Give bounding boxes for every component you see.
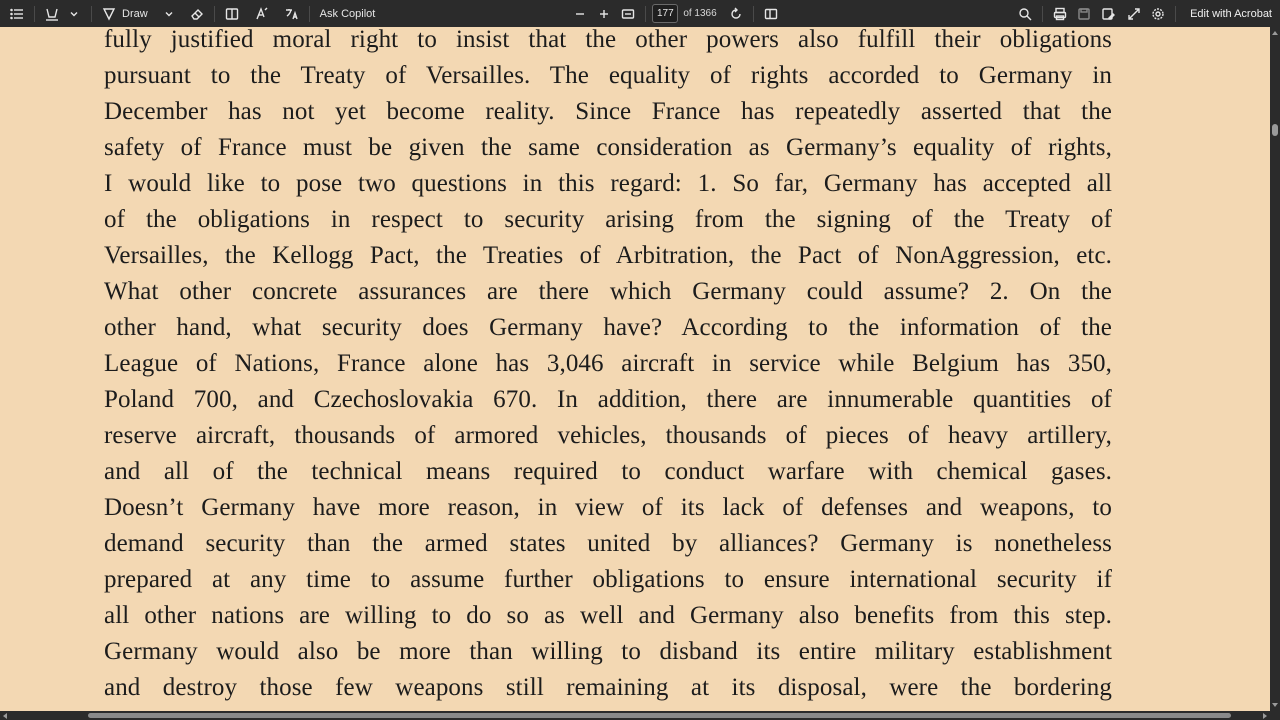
toolbar-divider bbox=[645, 6, 646, 22]
text-line: December has not yet become reality. Since France has repeatedly asserted that the bbox=[104, 98, 1112, 125]
rotate-icon[interactable] bbox=[725, 3, 747, 25]
text-line: and all of the technical means required to conduct warfare with chemical gases. bbox=[104, 458, 1112, 485]
text-line: Doesn’t Germany have more reason, in view of its lack of defenses and weapons, to bbox=[104, 494, 1112, 521]
page-number-input[interactable]: 177 bbox=[652, 4, 678, 23]
text-line: other hand, what security does Germany have? According to the information of the bbox=[104, 314, 1112, 341]
text-line: Versailles, the Kellogg Pact, the Treaties of Arbitration, the Pact of NonAggression, etc. bbox=[104, 242, 1112, 269]
text-line: and destroy those few weapons still remaining at its disposal, were the bordering bbox=[104, 674, 1112, 701]
text-view-icon[interactable] bbox=[221, 3, 243, 25]
highlight-icon[interactable] bbox=[41, 3, 63, 25]
horizontal-scroll-thumb[interactable] bbox=[88, 713, 1231, 718]
vertical-scroll-thumb[interactable] bbox=[1272, 124, 1278, 136]
text-line: reserve aircraft, thousands of armored vehicles, thousands of pieces of heavy artillery, bbox=[104, 422, 1112, 449]
text-line: What other concrete assurances are there which Germany could assume? 2. On the bbox=[104, 278, 1112, 305]
text-line: demand security than the armed states united by alliances? Germany is nonetheless bbox=[104, 530, 1112, 557]
text-line: all other nations are willing to do so as well and Germany also benefits from this step. bbox=[104, 602, 1112, 629]
ask-copilot-button[interactable] bbox=[316, 3, 380, 25]
fit-page-icon[interactable] bbox=[617, 3, 639, 25]
horizontal-scrollbar[interactable] bbox=[0, 711, 1280, 720]
page-view-icon[interactable] bbox=[760, 3, 782, 25]
text-line: prepared at any time to assume further obligations to ensure international security if bbox=[104, 566, 1112, 593]
toolbar-divider bbox=[1175, 6, 1176, 22]
text-line: fully justified moral right to insist that the other powers also fulfill their obligations bbox=[104, 27, 1112, 53]
fullscreen-icon[interactable] bbox=[1123, 3, 1145, 25]
eraser-icon[interactable] bbox=[186, 3, 208, 25]
search-icon[interactable] bbox=[1014, 3, 1036, 25]
toolbar-divider bbox=[214, 6, 215, 22]
contents-icon[interactable] bbox=[6, 3, 28, 25]
text-line: safety of France must be given the same consideration as Germany’s equality of rights, bbox=[104, 134, 1112, 161]
draw-label: Draw bbox=[122, 7, 148, 20]
text-line: pursuant to the Treaty of Versailles. The equality of rights accorded to Germany in bbox=[104, 62, 1112, 89]
pdf-toolbar bbox=[0, 0, 1280, 27]
text-line: I would like to pose two questions in this regard: 1. So far, Germany has accepted all bbox=[104, 170, 1112, 197]
read-aloud-icon[interactable] bbox=[251, 3, 273, 25]
draw-button[interactable] bbox=[98, 3, 152, 25]
toolbar-divider bbox=[309, 6, 310, 22]
chevron-down-icon[interactable] bbox=[63, 3, 85, 25]
vertical-scrollbar[interactable] bbox=[1270, 27, 1280, 711]
document-body-text bbox=[104, 27, 1112, 706]
scroll-right-icon[interactable] bbox=[1263, 713, 1267, 719]
translate-icon[interactable] bbox=[281, 3, 303, 25]
save-icon[interactable] bbox=[1073, 3, 1095, 25]
page-total: of 1366 bbox=[683, 8, 717, 19]
settings-icon[interactable] bbox=[1147, 3, 1169, 25]
edit-with-acrobat-button[interactable]: Edit with Acrobat bbox=[1190, 7, 1272, 20]
print-icon[interactable] bbox=[1049, 3, 1071, 25]
zoom-out-icon[interactable] bbox=[569, 3, 591, 25]
ask-copilot-label: Ask Copilot bbox=[319, 7, 376, 20]
chevron-down-icon[interactable] bbox=[158, 3, 180, 25]
text-line: of the obligations in respect to security arising from the signing of the Treaty of bbox=[104, 206, 1112, 233]
pdf-page bbox=[0, 27, 1270, 711]
toolbar-divider bbox=[91, 6, 92, 22]
save-as-icon[interactable] bbox=[1097, 3, 1119, 25]
zoom-in-icon[interactable] bbox=[593, 3, 615, 25]
text-line: League of Nations, France alone has 3,046 aircraft in service while Belgium has 350, bbox=[104, 350, 1112, 377]
toolbar-divider bbox=[1042, 6, 1043, 22]
text-line: Germany would also be more than willing to disband its entire military establishment bbox=[104, 638, 1112, 665]
draw-icon bbox=[102, 7, 116, 21]
toolbar-divider bbox=[753, 6, 754, 22]
scroll-down-icon[interactable] bbox=[1272, 703, 1278, 707]
scroll-up-icon[interactable] bbox=[1272, 31, 1278, 35]
toolbar-divider bbox=[34, 6, 35, 22]
scroll-left-icon[interactable] bbox=[3, 713, 7, 719]
text-line: Poland 700, and Czechoslovakia 670. In addition, there are innumerable quantities of bbox=[104, 386, 1112, 413]
